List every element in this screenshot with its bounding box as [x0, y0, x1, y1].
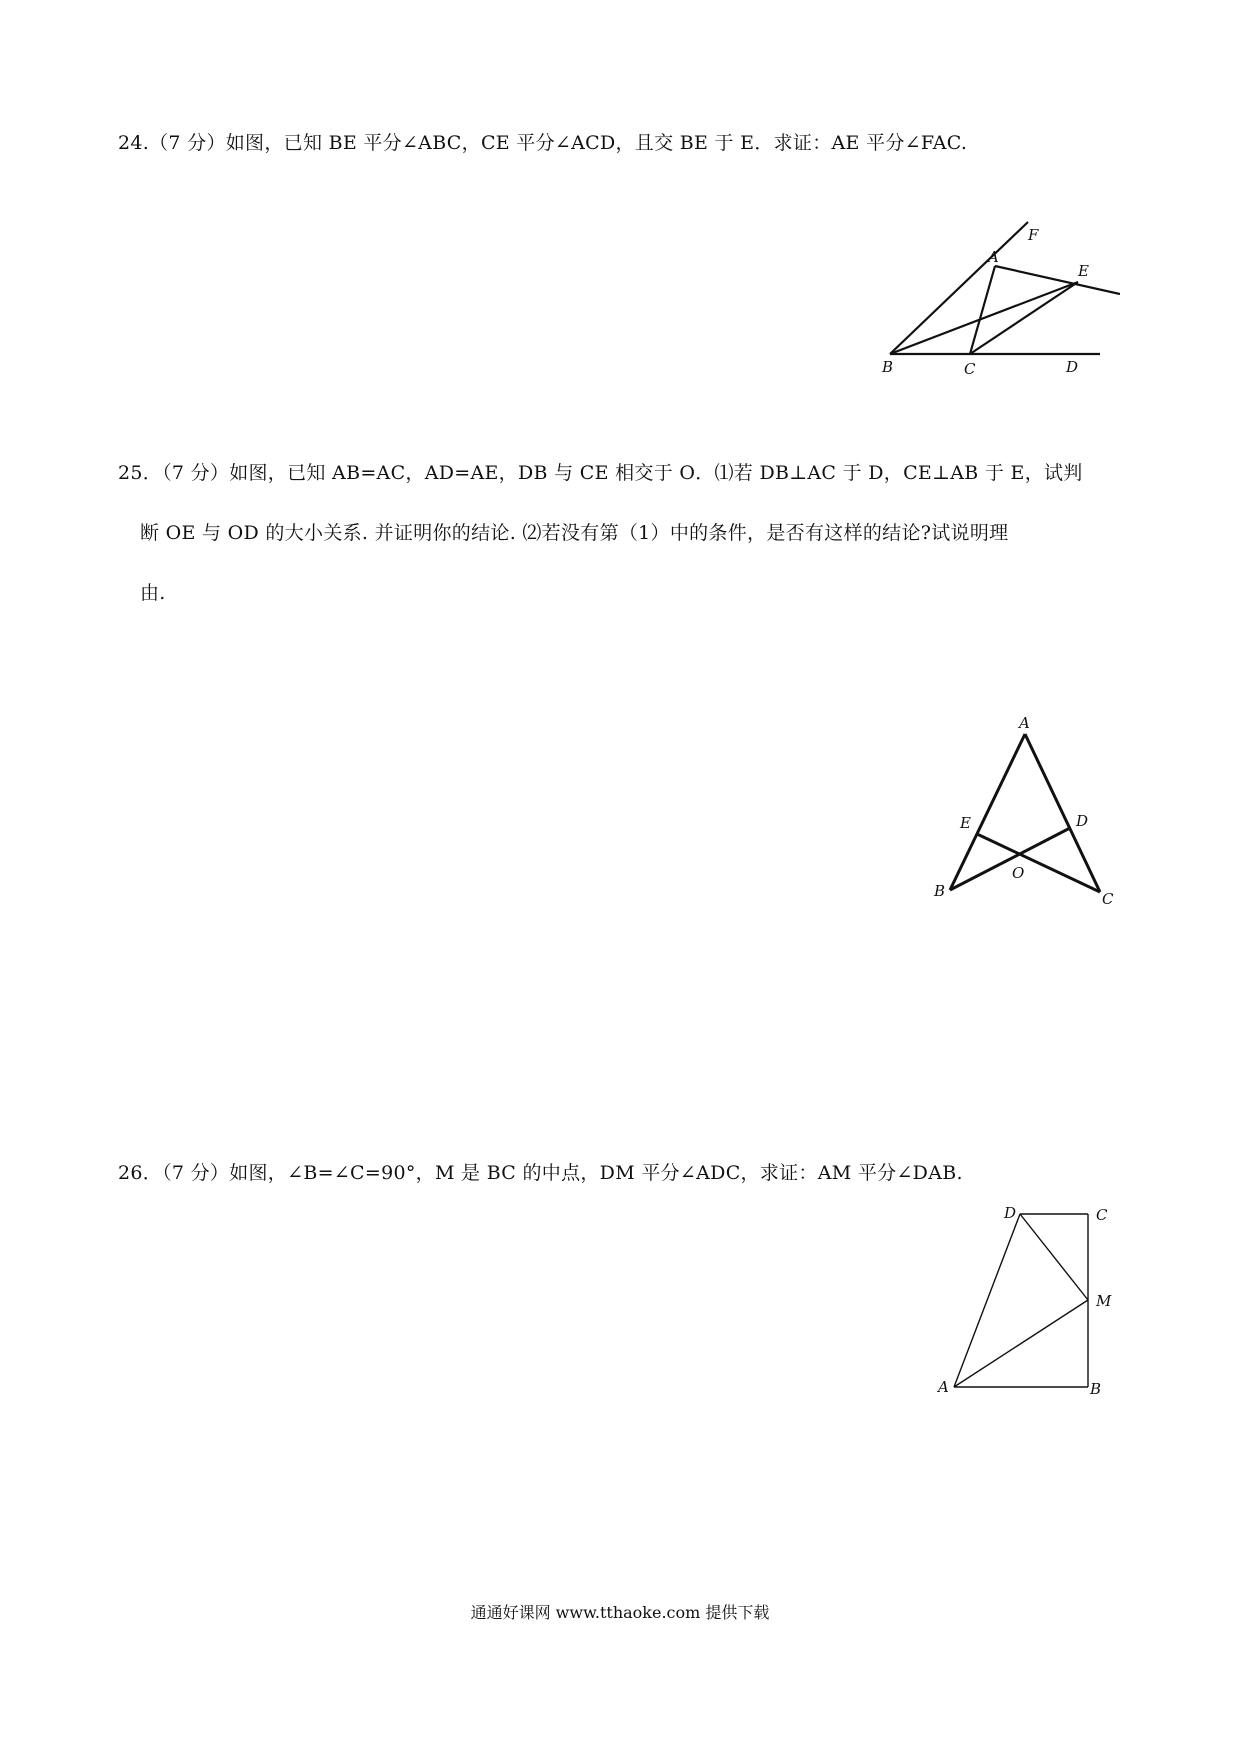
problem-26-text: 26．（7 分）如图，∠B=∠C=90°，M 是 BC 的中点，DM 平分∠ADC，求证：AM 平分∠DAB. — [118, 1162, 963, 1184]
line-am — [954, 1300, 1088, 1387]
problem-24-text: 24.（7 分）如图，已知 BE 平分∠ABC，CE 平分∠ACD，且交 BE 于 E．求证：AE 平分∠FAC. — [118, 132, 968, 154]
figure-26-lines — [954, 1214, 1088, 1387]
label-d: D — [1076, 812, 1089, 830]
line-bf — [890, 222, 1028, 354]
label-m: M — [1096, 1292, 1112, 1310]
problem-25-line-1: 25．（7 分）如图，已知 AB=AC，AD=AE，DB 与 CE 相交于 O．⑴若 DB⊥AC 于 D，CE⊥AB 于 E，试判 — [118, 462, 1083, 484]
label-e: E — [960, 814, 971, 832]
label-a: A — [1019, 714, 1030, 732]
label-o: O — [1012, 864, 1025, 882]
line-ac — [1025, 734, 1100, 892]
problem-25-figure — [920, 700, 1140, 910]
line-db — [950, 828, 1070, 890]
label-c: C — [1096, 1206, 1108, 1224]
line-dm — [1020, 1214, 1088, 1300]
label-c: C — [964, 360, 976, 378]
problem-25-line-2: 断 OE 与 OD 的大小关系. 并证明你的结论. ⑵若没有第（1）中的条件，是否有这样的结论?试说明理 — [140, 522, 1009, 544]
label-b: B — [882, 358, 894, 376]
label-d: D — [1066, 358, 1079, 376]
line-be — [890, 282, 1078, 354]
label-f: F — [1028, 226, 1039, 244]
label-b: B — [934, 882, 946, 900]
label-a: A — [938, 1378, 949, 1396]
figure-24-lines — [890, 222, 1120, 354]
label-b: B — [1090, 1380, 1102, 1398]
problem-25-line-3: 由. — [140, 582, 166, 604]
label-e: E — [1078, 262, 1089, 280]
label-a: A — [988, 248, 999, 266]
problem-24-figure — [860, 200, 1120, 380]
label-d: D — [1004, 1204, 1017, 1222]
line-ad — [954, 1214, 1020, 1387]
label-c: C — [1102, 890, 1114, 908]
problem-26-figure — [920, 1200, 1120, 1410]
page-footer: 通通好课网 www.tthaoke.com 提供下载 — [470, 1603, 770, 1622]
